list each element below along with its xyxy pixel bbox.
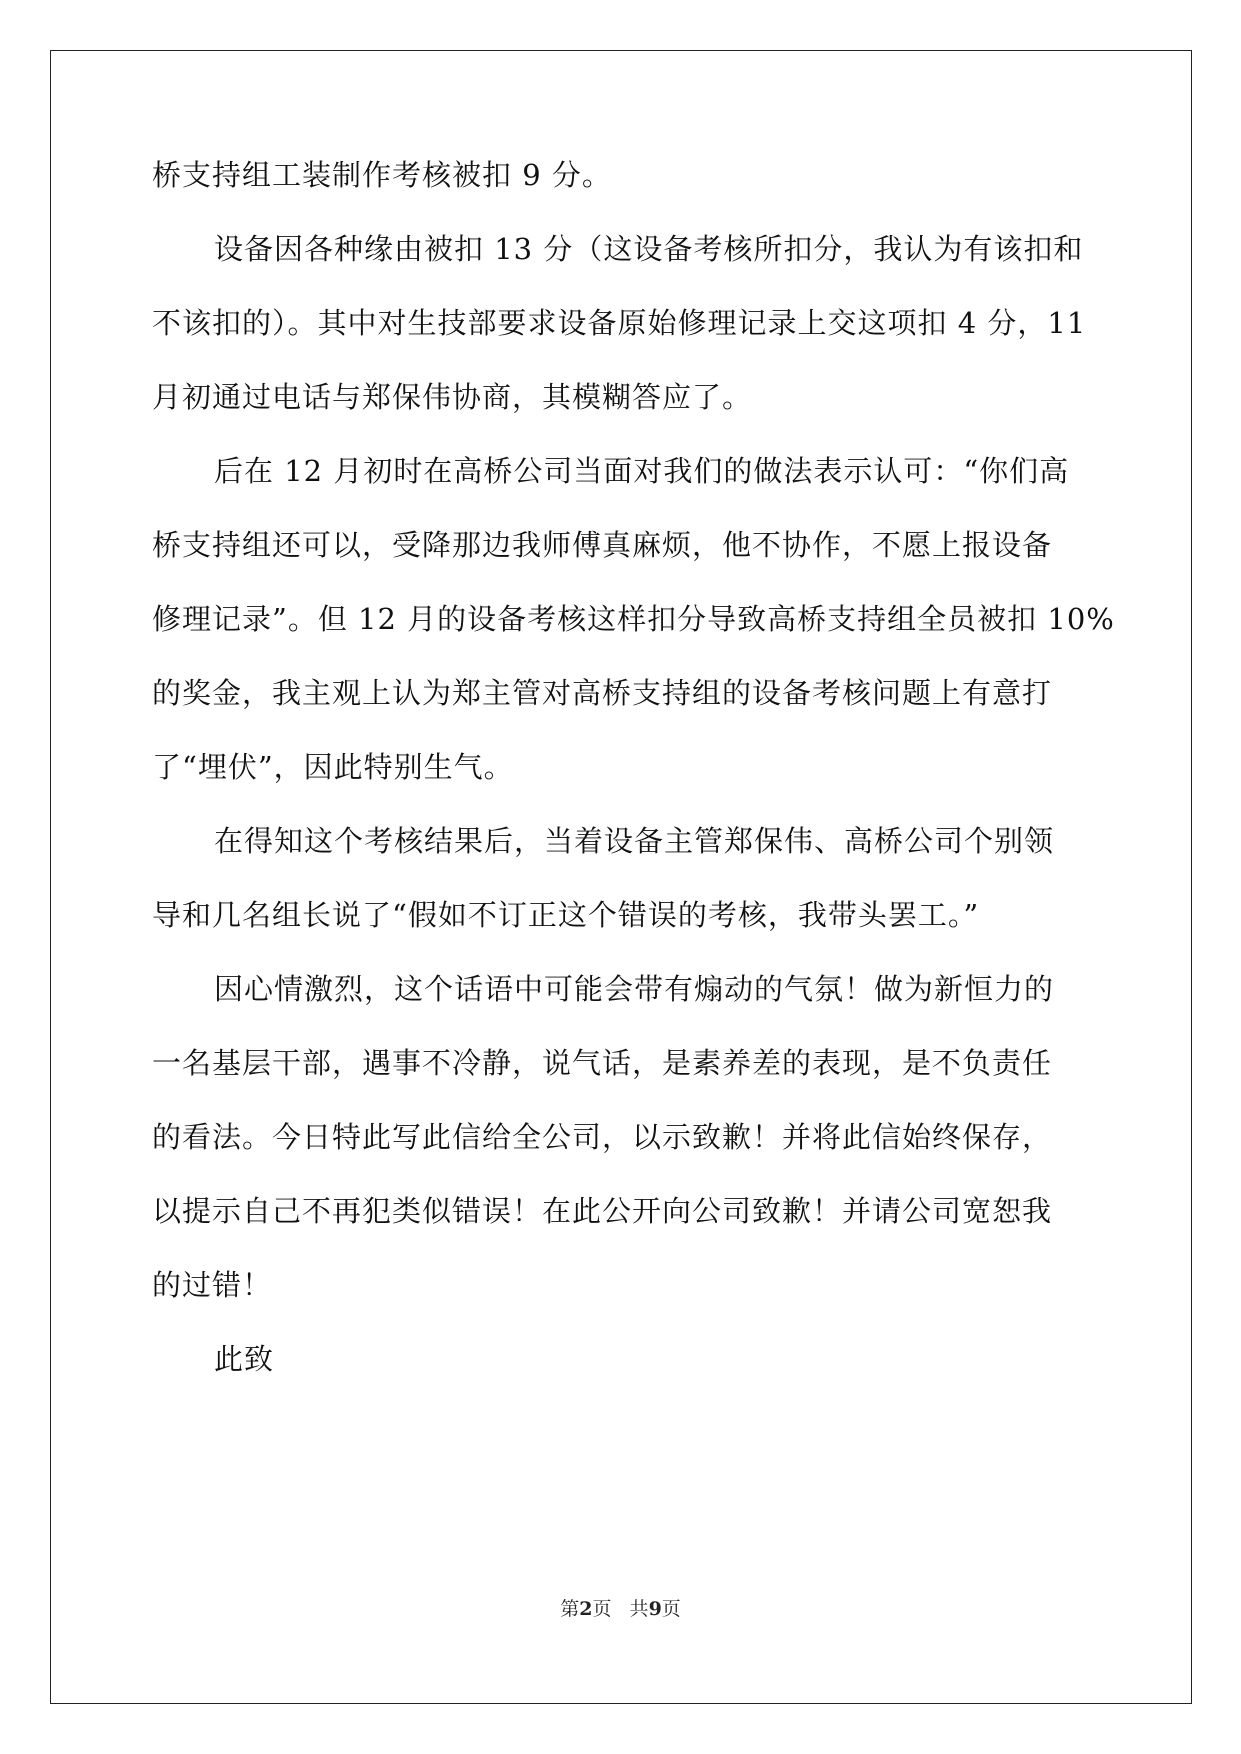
text-line: 导和几名组长说了“假如不订正这个错误的考核，我带头罢工。” — [152, 898, 980, 932]
text-line: 因心情激烈，这个话语中可能会带有煽动的气氛！做为新恒力的 — [214, 972, 1055, 1006]
text-line: 不该扣的）。其中对生技部要求设备原始修理记录上交这项扣 4 分，11 — [152, 306, 1087, 340]
text-line: 的看法。今日特此写此信给全公司，以示致歉！并将此信始终保存， — [152, 1120, 1053, 1154]
page-footer — [0, 1594, 1241, 1624]
text-line: 桥支持组还可以，受降那边我师傅真麻烦，他不协作，不愿上报设备 — [152, 528, 1053, 562]
text-line: 月初通过电话与郑保伟协商，其模糊答应了。 — [152, 380, 753, 414]
text-line: 此致 — [214, 1342, 275, 1376]
page-suffix: 页 — [661, 1598, 681, 1620]
text-line: 以提示自己不再犯类似错误！在此公开向公司致歉！并请公司宽恕我 — [152, 1194, 1053, 1228]
text-line: 的奖金，我主观上认为郑主管对高桥支持组的设备考核问题上有意打 — [152, 676, 1053, 710]
page-total: 9 — [648, 1598, 662, 1620]
text-line: 的过错！ — [152, 1268, 273, 1302]
text-line: 了“埋伏”，因此特别生气。 — [152, 750, 514, 784]
text-line: 桥支持组工装制作考核被扣 9 分。 — [152, 158, 612, 192]
page-current: 2 — [579, 1598, 593, 1620]
text-line: 设备因各种缘由被扣 13 分（这设备考核所扣分，我认为有该扣和 — [214, 232, 1084, 266]
text-line: 后在 12 月初时在高桥公司当面对我们的做法表示认可：“你们高 — [214, 454, 1070, 488]
text-line: 修理记录”。但 12 月的设备考核这样扣分导致高桥支持组全员被扣 10% — [152, 602, 1115, 636]
text-line: 在得知这个考核结果后，当着设备主管郑保伟、高桥公司个别领 — [214, 824, 1055, 858]
text-line: 一名基层干部，遇事不冷静，说气话，是素养差的表现，是不负责任 — [152, 1046, 1053, 1080]
page-mid: 页 共 — [592, 1598, 649, 1620]
page-prefix: 第 — [560, 1598, 580, 1620]
